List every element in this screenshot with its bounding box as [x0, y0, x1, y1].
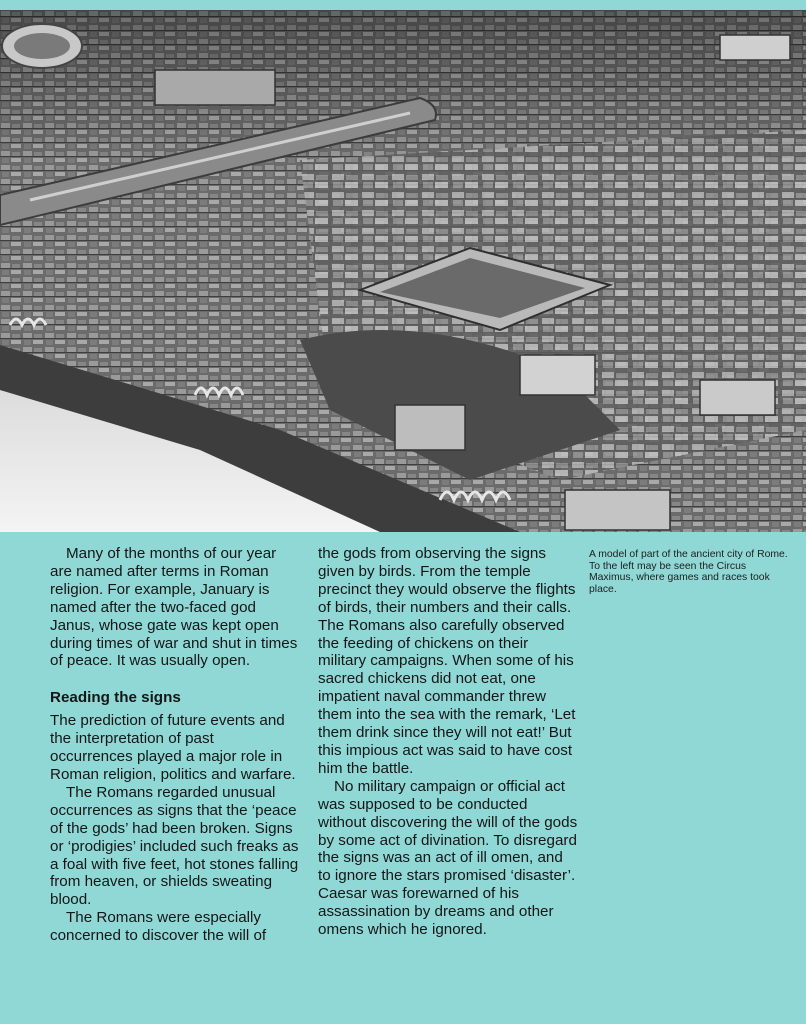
body-paragraph: the gods from observing the signs given by birds. From the temple precinct they would observe the flights of birds, their numbers and their calls. The Romans also carefully observed the feeding of chickens on their military campaigns. When some of his sacred chickens did not eat, one impatient naval commander threw them into the sea with the remark, ‘Let them drink since they will not eat!’ But this impious act was said to have cost him the battle.	[318, 545, 576, 777]
rome-model-photo	[0, 10, 806, 532]
intro-paragraph: Many of the months of our year are named after terms in Roman religion. For example, January is named after the two-faced god Janus, whose gate was kept open during times of war and shut in times of peace. It was usually open.	[50, 545, 298, 670]
body-paragraph: The prediction of future events and the interpretation of past occurrences played a major role in Roman religion, politics and warfare.	[50, 712, 296, 783]
section-heading: Reading the signs	[50, 689, 181, 707]
rome-model-image	[0, 10, 806, 532]
text-column-2	[318, 545, 578, 939]
body-paragraph: The Romans regarded unusual occurrences as signs that the ‘peace of the gods’ had been broken. Signs or ‘prodigies’ included such freaks as a foal with five feet, hot stones falling from heaven, or shields sweating blood.	[50, 783, 299, 909]
body-paragraph: The Romans were especially concerned to discover the will of	[50, 909, 267, 945]
body-paragraph: No military campaign or official act was supposed to be conducted without discovering the will of the gods by some act of divination. To disregard the signs was an act of ill omen, and to ignore the stars promised ‘disaster’. Caesar was forewarned of his assassination by dreams and other omens which he ignored.	[318, 777, 578, 939]
text-column-1	[50, 545, 300, 945]
photo-caption: A model of part of the ancient city of Rome. To the left may be seen the Circus Maximus, where games and races took place.	[589, 549, 788, 595]
